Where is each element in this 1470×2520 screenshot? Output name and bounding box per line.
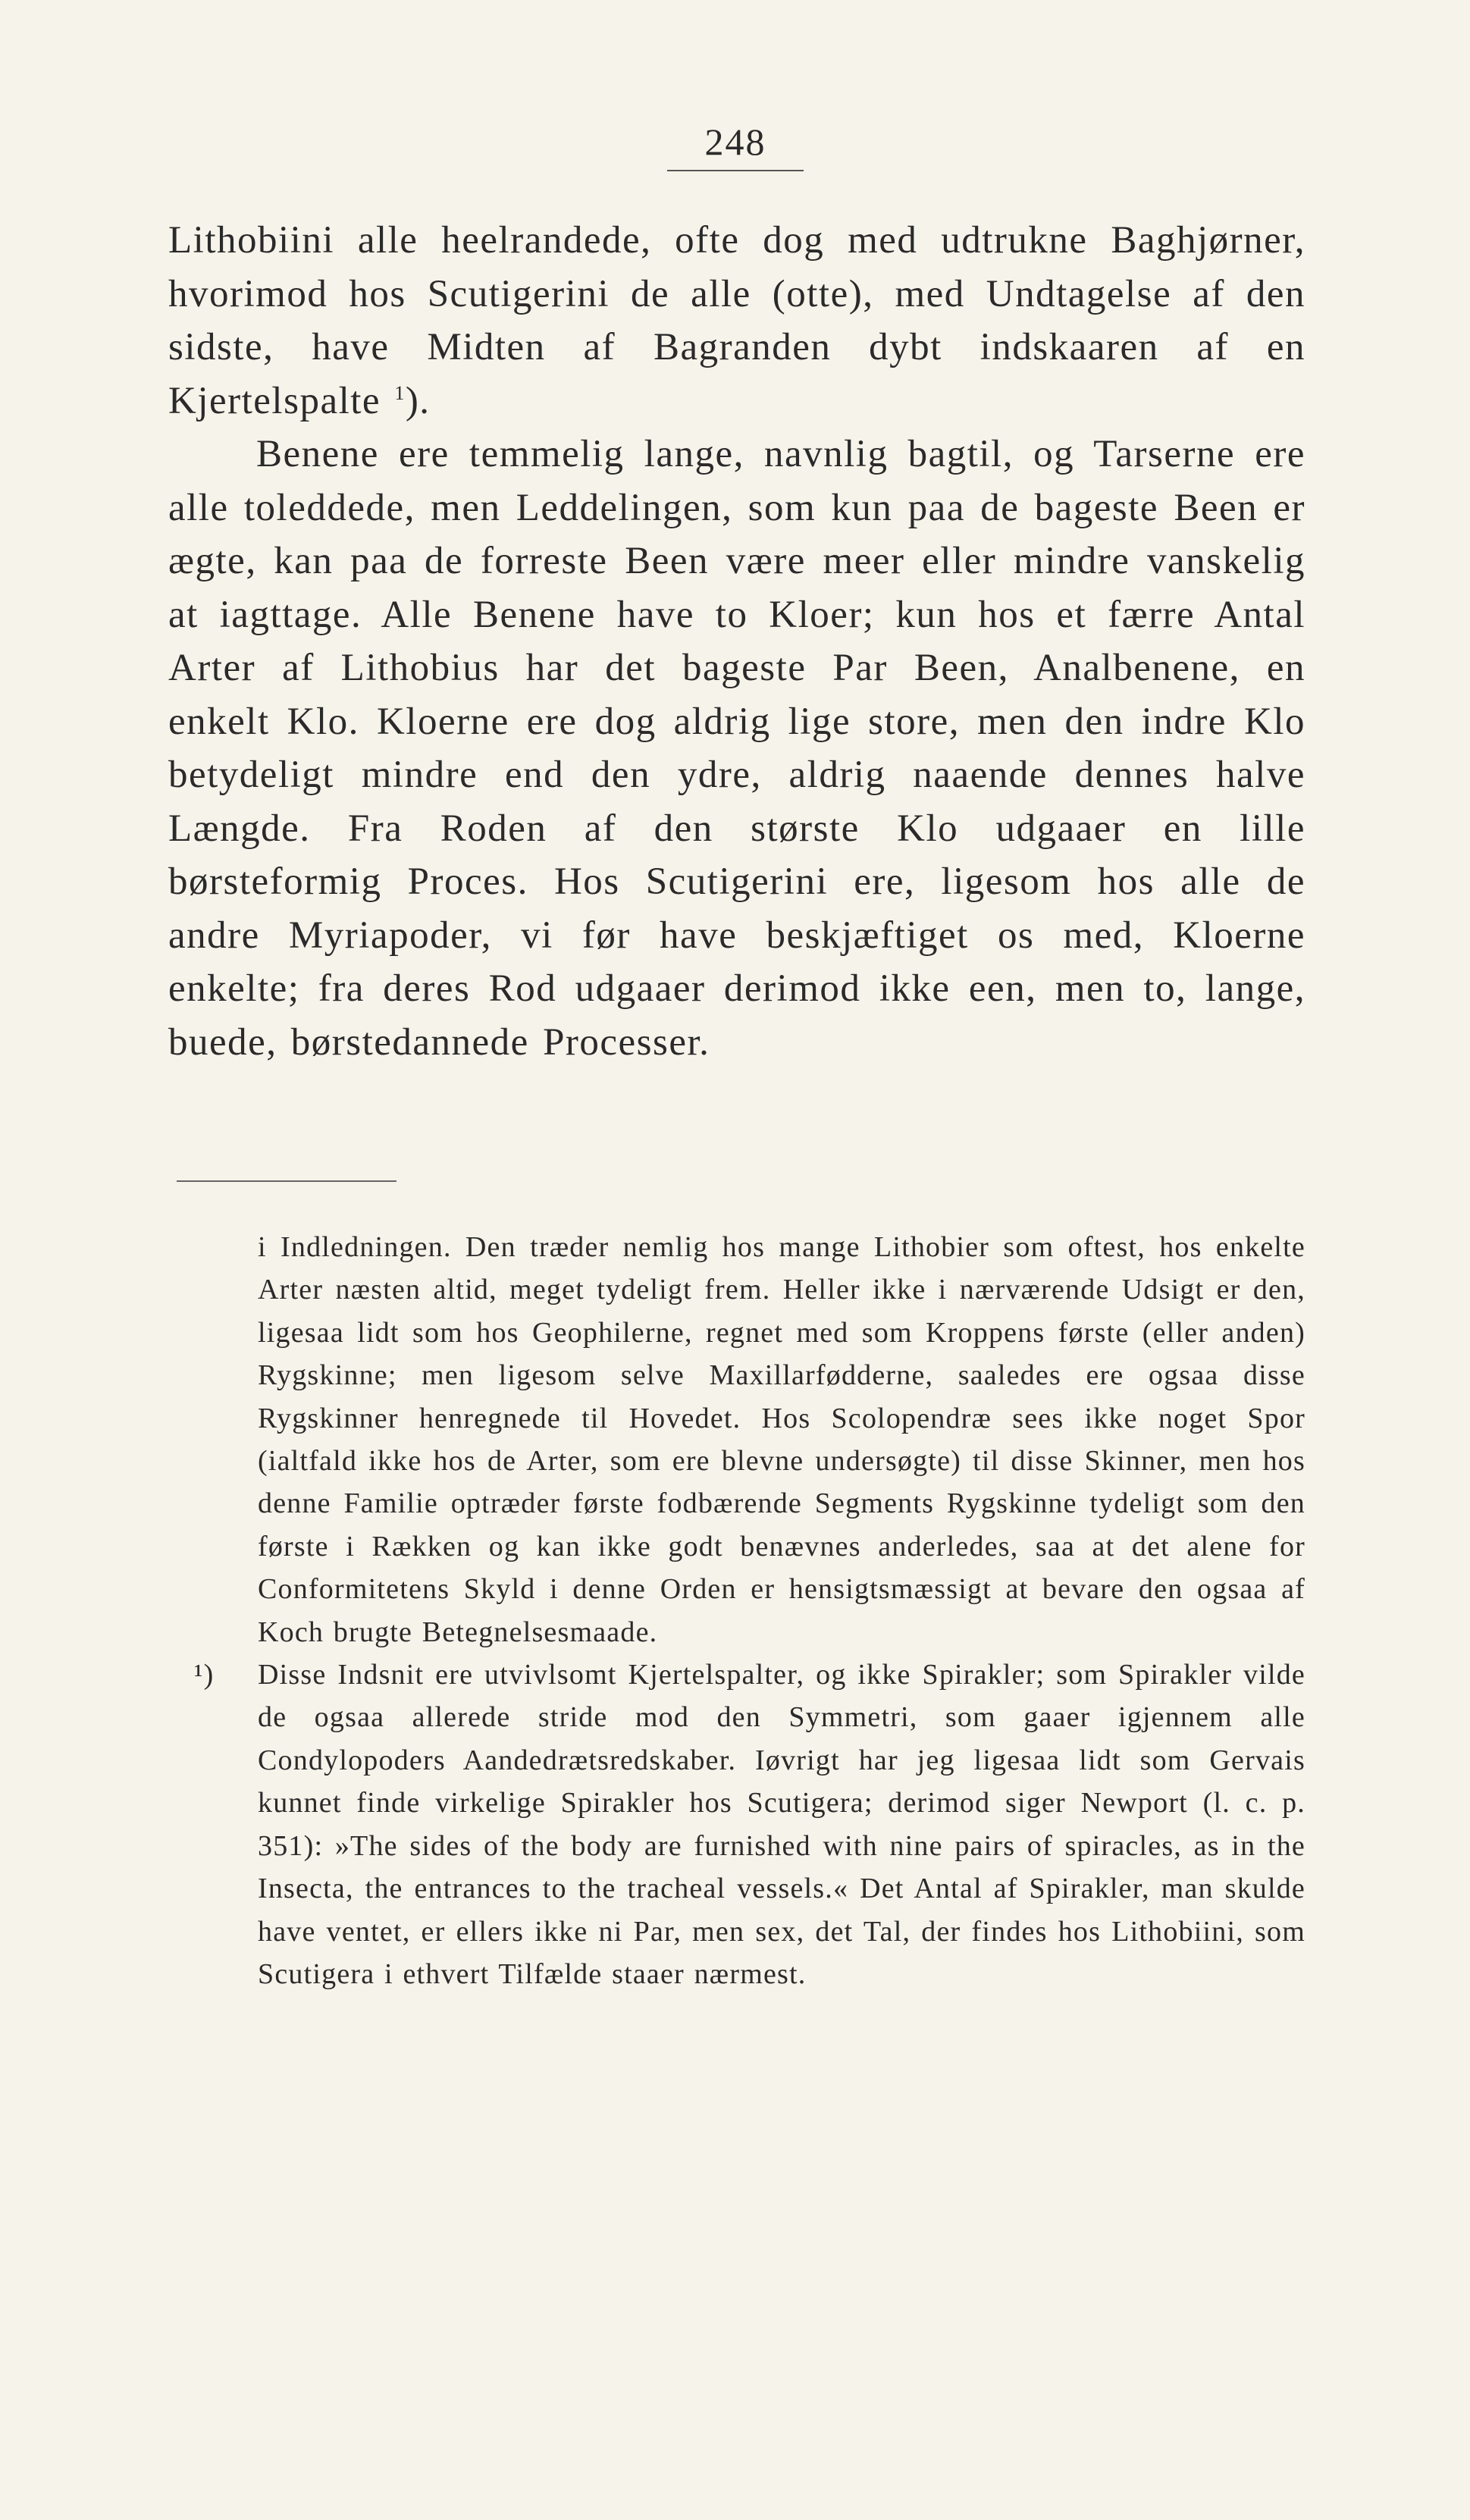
main-text: [168, 214, 1305, 1069]
footnote-1: [194, 1653, 1305, 1995]
paragraph-1: [168, 214, 1305, 428]
paragraph-1-text: Lithobiini alle heelrandede, ofte dog med udtrukne Baghjørner, hvorimod hos Scutigerini de alle (otte), med Undtagelse af den sidste, have Midten af Bagranden dybt indskaaren af en Kjertelspalte: [168, 219, 1305, 422]
footnote-text: Disse Indsnit ere utvivlsomt Kjertelspalter, og ikke Spirakler; som Spirakler vilde de ogsaa allerede stride mod den Symmetri, som gaaer igjennem alle Condylopoders Aandedrætsredskaber. Iøvrigt har jeg ligesaa lidt som Gervais kunnet finde virkelige Spirakler hos Scutigera; derimod siger Newport (l. c. p. 351): »The sides of the body are furnished with nine pairs of spiracles, as in the Insecta, the entrances to the tracheal vessels.« Det Antal af Spirakler, man skulde have ventet, er ellers ikke ni Par, men sex, det Tal, der findes hos Lithobiini, som Scutigera i ethvert Tilfælde staaer nærmest.: [258, 1659, 1305, 1990]
footnote-reference: 1: [394, 381, 406, 404]
page-number: 248: [667, 120, 804, 171]
paragraph-1-end: ).: [405, 379, 431, 422]
footnote-divider: [177, 1180, 396, 1182]
footnote-continued: [194, 1226, 1305, 1653]
footnote-marker: ¹): [194, 1659, 215, 1691]
footnote-text: i Indledningen. Den træder nemlig hos mange Lithobier som oftest, hos enkelte Arter næsten altid, meget tydeligt frem. Heller ikke i nærværende Udsigt er den, ligesaa lidt som hos Geophilerne, regnet med som Kroppens første (eller anden) Rygskinne; men ligesom selve Maxillarfødderne, saaledes ere ogsaa disse Rygskinner henregnede til Hovedet. Hos Scolopendræ sees ikke noget Spor (ialtfald ikke hos de Arter, som ere blevne undersøgte) til disse Skinner, men hos denne Familie optræder første fodbærende Segments Rygskinne tydeligt som den første i Rækken og kan ikke godt benævnes anderledes, saa at det alene for Conformitetens Skyld i denne Orden er hensigtsmæssigt at bevare den ogsaa af Koch brugte Betegnelsesmaade.: [258, 1231, 1305, 1648]
paragraph-2: Benene ere temmelig lange, navnlig bagtil, og Tarserne ere alle toleddede, men Leddelingen, som kun paa de bageste Been er ægte, kan paa de forreste Been være meer eller mindre vanskelig at iagttage. Alle Benene have to Kloer; kun hos et færre Antal Arter af Lithobius har det bageste Par Been, Analbenene, en enkelt Klo. Kloerne ere dog aldrig lige store, men den indre Klo betydeligt mindre end den ydre, aldrig naaende dennes halve Længde. Fra Roden af den største Klo udgaaer en lille børsteformig Proces. Hos Scutigerini ere, ligesom hos alle de andre Myriapoder, vi før have beskjæftiget os med, Kloerne enkelte; fra deres Rod udgaaer derimod ikke een, men to, lange, buede, børstedannede Processer.: [168, 433, 1305, 1064]
footnotes: [194, 1226, 1305, 1995]
